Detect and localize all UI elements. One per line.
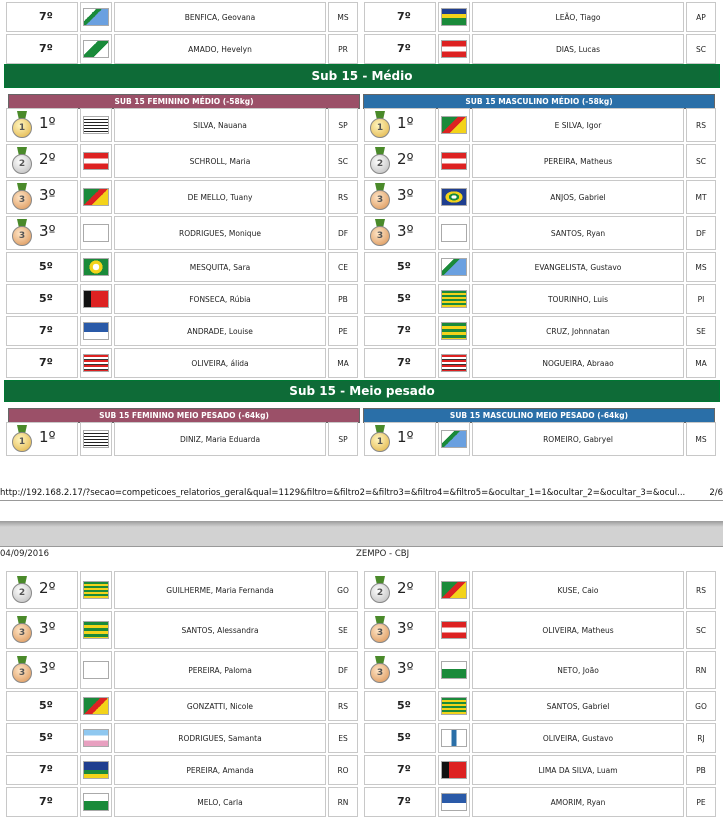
placement: 3º bbox=[39, 221, 56, 240]
athlete-name: GONZATTI, Nicole bbox=[114, 691, 326, 721]
athlete-name: LIMA DA SILVA, Luam bbox=[472, 755, 684, 785]
flag-cell bbox=[438, 571, 470, 609]
rs-flag-icon bbox=[83, 188, 109, 206]
placement-cell bbox=[6, 180, 78, 214]
placement: 2º bbox=[39, 578, 56, 597]
result-row bbox=[6, 108, 358, 142]
silver-medal-icon: 2 bbox=[369, 576, 391, 604]
placement-cell bbox=[364, 316, 436, 346]
state-code: MS bbox=[328, 2, 358, 32]
df-flag-icon bbox=[441, 224, 467, 242]
placement-cell bbox=[6, 284, 78, 314]
athlete-name: CRUZ, Johnnatan bbox=[472, 316, 684, 346]
athlete-name: OLIVEIRA, Matheus bbox=[472, 611, 684, 649]
athlete-name: EVANGELISTA, Gustavo bbox=[472, 252, 684, 282]
state-code: RO bbox=[328, 755, 358, 785]
state-code: SC bbox=[686, 144, 716, 178]
flag-cell bbox=[80, 755, 112, 785]
print-date: 04/09/2016 bbox=[0, 549, 49, 559]
result-row bbox=[364, 691, 716, 721]
result-row bbox=[364, 422, 716, 456]
top-rows-male bbox=[362, 0, 718, 66]
flag-cell bbox=[438, 651, 470, 689]
athlete-name: SANTOS, Ryan bbox=[472, 216, 684, 250]
placement-cell bbox=[6, 755, 78, 785]
flag-cell bbox=[80, 252, 112, 282]
go-flag-icon bbox=[83, 581, 109, 599]
page-break bbox=[0, 500, 723, 547]
result-row bbox=[6, 348, 358, 378]
result-row bbox=[364, 2, 716, 32]
result-row bbox=[6, 180, 358, 214]
bronze-medal-icon: 3 bbox=[369, 616, 391, 644]
placement-cell bbox=[364, 571, 436, 609]
placement: 3º bbox=[39, 618, 56, 637]
result-row bbox=[6, 252, 358, 282]
sc-flag-icon bbox=[441, 40, 467, 58]
ms-flag-icon bbox=[441, 430, 467, 448]
rs-flag-icon bbox=[83, 697, 109, 715]
ms-flag-icon bbox=[441, 258, 467, 276]
placement-cell bbox=[6, 691, 78, 721]
state-code: SE bbox=[328, 611, 358, 649]
placement: 3º bbox=[397, 185, 414, 204]
state-code: GO bbox=[686, 691, 716, 721]
ma-flag-icon bbox=[441, 354, 467, 372]
bronze-medal-icon: 3 bbox=[11, 219, 33, 247]
result-row bbox=[6, 723, 358, 753]
placement: 7º bbox=[39, 794, 53, 808]
athlete-name: NOGUEIRA, Abraao bbox=[472, 348, 684, 378]
result-row bbox=[6, 611, 358, 649]
placement: 5º bbox=[397, 698, 411, 712]
pi-flag-icon bbox=[441, 290, 467, 308]
placement: 7º bbox=[397, 323, 411, 337]
placement: 3º bbox=[39, 185, 56, 204]
flag-cell bbox=[80, 2, 112, 32]
ce-flag-icon bbox=[83, 258, 109, 276]
flag-cell bbox=[438, 755, 470, 785]
state-code: SC bbox=[686, 34, 716, 64]
flag-cell bbox=[438, 611, 470, 649]
athlete-name: SCHROLL, Maria bbox=[114, 144, 326, 178]
athlete-name: SANTOS, Alessandra bbox=[114, 611, 326, 649]
athlete-name: ANDRADE, Louise bbox=[114, 316, 326, 346]
flag-cell bbox=[80, 611, 112, 649]
mt-flag-icon bbox=[441, 188, 467, 206]
ro-flag-icon bbox=[83, 761, 109, 779]
flag-cell bbox=[438, 422, 470, 456]
results-female-meio-pesado bbox=[4, 420, 360, 458]
placement-cell bbox=[364, 284, 436, 314]
placement: 1º bbox=[397, 427, 414, 446]
state-code: DF bbox=[328, 216, 358, 250]
athlete-name: PEREIRA, Paloma bbox=[114, 651, 326, 689]
state-code: MS bbox=[686, 252, 716, 282]
flag-cell bbox=[438, 284, 470, 314]
result-row bbox=[364, 723, 716, 753]
rn-flag-icon bbox=[441, 661, 467, 679]
gold-medal-icon: 1 bbox=[369, 111, 391, 139]
flag-cell bbox=[80, 34, 112, 64]
athlete-name: DE MELLO, Tuany bbox=[114, 180, 326, 214]
state-code: PE bbox=[328, 316, 358, 346]
result-row bbox=[364, 284, 716, 314]
flag-cell bbox=[80, 422, 112, 456]
result-row bbox=[364, 755, 716, 785]
results-female-medio bbox=[4, 106, 360, 380]
placement: 7º bbox=[39, 41, 53, 55]
athlete-name: RODRIGUES, Samanta bbox=[114, 723, 326, 753]
placement-cell bbox=[6, 108, 78, 142]
placement-cell bbox=[6, 651, 78, 689]
state-code: PB bbox=[328, 284, 358, 314]
result-row bbox=[6, 422, 358, 456]
flag-cell bbox=[438, 34, 470, 64]
state-code: RS bbox=[328, 180, 358, 214]
placement-cell bbox=[364, 252, 436, 282]
state-code: RS bbox=[328, 691, 358, 721]
result-row bbox=[6, 691, 358, 721]
placement-cell bbox=[364, 755, 436, 785]
state-code: PR bbox=[328, 34, 358, 64]
flag-cell bbox=[438, 316, 470, 346]
athlete-name: BENFICA, Geovana bbox=[114, 2, 326, 32]
placement-cell bbox=[364, 180, 436, 214]
athlete-name: AMADO, Hevelyn bbox=[114, 34, 326, 64]
placement-cell bbox=[364, 611, 436, 649]
ap-flag-icon bbox=[441, 8, 467, 26]
placement: 3º bbox=[397, 618, 414, 637]
rj-flag-icon bbox=[441, 729, 467, 747]
placement: 5º bbox=[39, 291, 53, 305]
placement-cell bbox=[6, 611, 78, 649]
athlete-name: MESQUITA, Sara bbox=[114, 252, 326, 282]
placement: 7º bbox=[397, 41, 411, 55]
state-code: RN bbox=[686, 651, 716, 689]
athlete-name: PEREIRA, Amanda bbox=[114, 755, 326, 785]
report-page-2 bbox=[0, 547, 723, 808]
results-male-meio-pesado bbox=[362, 420, 718, 458]
athlete-name: E SILVA, Igor bbox=[472, 108, 684, 142]
placement: 1º bbox=[39, 113, 56, 132]
athlete-name: KUSE, Caio bbox=[472, 571, 684, 609]
athlete-name: FONSECA, Rúbia bbox=[114, 284, 326, 314]
placement-cell bbox=[6, 2, 78, 32]
result-row bbox=[364, 252, 716, 282]
placement-cell bbox=[6, 316, 78, 346]
state-code: SC bbox=[328, 144, 358, 178]
result-row bbox=[364, 316, 716, 346]
placement: 5º bbox=[397, 259, 411, 273]
state-code: PB bbox=[686, 755, 716, 785]
placement: 7º bbox=[39, 355, 53, 369]
flag-cell bbox=[80, 144, 112, 178]
placement-cell bbox=[364, 108, 436, 142]
placement: 1º bbox=[397, 113, 414, 132]
placement: 7º bbox=[39, 323, 53, 337]
results-female-continued bbox=[4, 569, 360, 819]
placement: 2º bbox=[39, 149, 56, 168]
placement-cell bbox=[364, 723, 436, 753]
category-header-female-medio: SUB 15 FEMININO MÉDIO (-58kg) bbox=[8, 94, 360, 109]
rs-flag-icon bbox=[441, 116, 467, 134]
placement-cell bbox=[364, 348, 436, 378]
print-header-title: ZEMPO - CBJ bbox=[356, 549, 410, 559]
sp-flag-icon bbox=[83, 430, 109, 448]
flag-cell bbox=[80, 691, 112, 721]
athlete-name: DINIZ, Maria Eduarda bbox=[114, 422, 326, 456]
athlete-name: DIAS, Lucas bbox=[472, 34, 684, 64]
flag-cell bbox=[438, 2, 470, 32]
placement-cell bbox=[364, 144, 436, 178]
flag-cell bbox=[438, 216, 470, 250]
placement-cell bbox=[6, 144, 78, 178]
placement: 3º bbox=[39, 658, 56, 677]
se-flag-icon bbox=[83, 621, 109, 639]
placement-cell bbox=[6, 348, 78, 378]
result-row bbox=[364, 787, 716, 817]
result-row bbox=[364, 216, 716, 250]
state-code: RS bbox=[686, 571, 716, 609]
athlete-name: SANTOS, Gabriel bbox=[472, 691, 684, 721]
placement-cell bbox=[364, 422, 436, 456]
athlete-name: SILVA, Nauana bbox=[114, 108, 326, 142]
placement-cell bbox=[364, 787, 436, 817]
ms-flag-icon bbox=[83, 8, 109, 26]
pr-flag-icon bbox=[83, 40, 109, 58]
bronze-medal-icon: 3 bbox=[11, 616, 33, 644]
athlete-name: TOURINHO, Luis bbox=[472, 284, 684, 314]
state-code: SP bbox=[328, 108, 358, 142]
page-number: 2/6 bbox=[709, 488, 723, 498]
flag-cell bbox=[438, 144, 470, 178]
flag-cell bbox=[80, 284, 112, 314]
athlete-name: MELO, Carla bbox=[114, 787, 326, 817]
pb-flag-icon bbox=[441, 761, 467, 779]
athlete-name: GUILHERME, Maria Fernanda bbox=[114, 571, 326, 609]
state-code: CE bbox=[328, 252, 358, 282]
result-row bbox=[6, 284, 358, 314]
state-code: RN bbox=[328, 787, 358, 817]
placement: 7º bbox=[397, 762, 411, 776]
result-row bbox=[364, 180, 716, 214]
state-code: GO bbox=[328, 571, 358, 609]
state-code: DF bbox=[686, 216, 716, 250]
placement: 5º bbox=[397, 291, 411, 305]
athlete-name: ROMEIRO, Gabryel bbox=[472, 422, 684, 456]
flag-cell bbox=[80, 216, 112, 250]
flag-cell bbox=[438, 787, 470, 817]
sc-flag-icon bbox=[441, 621, 467, 639]
category-header-female-meio-pesado: SUB 15 FEMININO MEIO PESADO (-64kg) bbox=[8, 408, 360, 423]
placement-cell bbox=[6, 571, 78, 609]
flag-cell bbox=[80, 723, 112, 753]
flag-cell bbox=[80, 787, 112, 817]
result-row bbox=[364, 34, 716, 64]
print-url: http://192.168.2.17/?secao=competicoes_relatorios_geral&qual=1129&filtro=&filtro2=&filtro3=&filtro4=&filtro5=&ocultar_1=1&ocultar_2=&ocultar_3=&ocul... bbox=[0, 488, 686, 498]
df-flag-icon bbox=[83, 224, 109, 242]
silver-medal-icon: 2 bbox=[369, 147, 391, 175]
result-row bbox=[364, 571, 716, 609]
result-row bbox=[364, 611, 716, 649]
result-row bbox=[6, 651, 358, 689]
placement-cell bbox=[364, 651, 436, 689]
placement: 2º bbox=[397, 149, 414, 168]
athlete-name: OLIVEIRA, Gustavo bbox=[472, 723, 684, 753]
se-flag-icon bbox=[441, 322, 467, 340]
result-row bbox=[6, 34, 358, 64]
athlete-name: ANJOS, Gabriel bbox=[472, 180, 684, 214]
placement-cell bbox=[364, 2, 436, 32]
state-code: MA bbox=[686, 348, 716, 378]
bronze-medal-icon: 3 bbox=[369, 183, 391, 211]
placement: 7º bbox=[397, 794, 411, 808]
flag-cell bbox=[438, 108, 470, 142]
athlete-name: AMORIM, Ryan bbox=[472, 787, 684, 817]
athlete-name: NETO, João bbox=[472, 651, 684, 689]
category-header-male-meio-pesado: SUB 15 MASCULINO MEIO PESADO (-64kg) bbox=[363, 408, 715, 423]
placement: 3º bbox=[397, 658, 414, 677]
flag-cell bbox=[438, 180, 470, 214]
result-row bbox=[6, 755, 358, 785]
placement-cell bbox=[6, 216, 78, 250]
state-code: AP bbox=[686, 2, 716, 32]
placement: 7º bbox=[39, 762, 53, 776]
flag-cell bbox=[438, 252, 470, 282]
state-code: RS bbox=[686, 108, 716, 142]
result-row bbox=[6, 787, 358, 817]
result-row bbox=[364, 651, 716, 689]
placement: 5º bbox=[39, 698, 53, 712]
placement: 5º bbox=[39, 730, 53, 744]
placement-cell bbox=[364, 691, 436, 721]
go-flag-icon bbox=[441, 697, 467, 715]
df-flag-icon bbox=[83, 661, 109, 679]
placement-cell bbox=[364, 34, 436, 64]
state-code: SE bbox=[686, 316, 716, 346]
silver-medal-icon: 2 bbox=[11, 147, 33, 175]
flag-cell bbox=[80, 571, 112, 609]
sc-flag-icon bbox=[83, 152, 109, 170]
silver-medal-icon: 2 bbox=[11, 576, 33, 604]
ma-flag-icon bbox=[83, 354, 109, 372]
pb-flag-icon bbox=[83, 290, 109, 308]
flag-cell bbox=[80, 348, 112, 378]
placement-cell bbox=[6, 422, 78, 456]
result-row bbox=[6, 571, 358, 609]
flag-cell bbox=[438, 723, 470, 753]
result-row bbox=[6, 216, 358, 250]
bronze-medal-icon: 3 bbox=[369, 219, 391, 247]
placement: 2º bbox=[397, 578, 414, 597]
rs-flag-icon bbox=[441, 581, 467, 599]
state-code: MT bbox=[686, 180, 716, 214]
state-code: MS bbox=[686, 422, 716, 456]
es-flag-icon bbox=[83, 729, 109, 747]
section-title-meio-pesado: Sub 15 - Meio pesado bbox=[4, 380, 720, 402]
result-row bbox=[6, 316, 358, 346]
athlete-name: RODRIGUES, Monique bbox=[114, 216, 326, 250]
result-row bbox=[364, 108, 716, 142]
top-rows-female bbox=[4, 0, 360, 66]
placement-cell bbox=[6, 252, 78, 282]
flag-cell bbox=[80, 316, 112, 346]
gold-medal-icon: 1 bbox=[11, 111, 33, 139]
placement-cell bbox=[364, 216, 436, 250]
placement: 7º bbox=[397, 9, 411, 23]
bronze-medal-icon: 3 bbox=[11, 183, 33, 211]
flag-cell bbox=[80, 651, 112, 689]
placement: 1º bbox=[39, 427, 56, 446]
flag-cell bbox=[438, 691, 470, 721]
athlete-name: LEÃO, Tiago bbox=[472, 2, 684, 32]
result-row bbox=[6, 2, 358, 32]
athlete-name: OLIVEIRA, álida bbox=[114, 348, 326, 378]
bronze-medal-icon: 3 bbox=[369, 656, 391, 684]
placement-cell bbox=[6, 787, 78, 817]
placement: 7º bbox=[39, 9, 53, 23]
state-code: PI bbox=[686, 284, 716, 314]
placement: 5º bbox=[39, 259, 53, 273]
state-code: ES bbox=[328, 723, 358, 753]
pe-flag-icon bbox=[83, 322, 109, 340]
result-row bbox=[6, 144, 358, 178]
state-code: DF bbox=[328, 651, 358, 689]
bronze-medal-icon: 3 bbox=[11, 656, 33, 684]
sc-flag-icon bbox=[441, 152, 467, 170]
result-row bbox=[364, 144, 716, 178]
placement: 3º bbox=[397, 221, 414, 240]
print-footer bbox=[0, 488, 723, 498]
flag-cell bbox=[438, 348, 470, 378]
results-male-continued bbox=[362, 569, 718, 819]
flag-cell bbox=[80, 108, 112, 142]
placement-cell bbox=[6, 34, 78, 64]
gold-medal-icon: 1 bbox=[369, 425, 391, 453]
section-title-medio: Sub 15 - Médio bbox=[4, 64, 720, 88]
state-code: PE bbox=[686, 787, 716, 817]
results-male-medio bbox=[362, 106, 718, 380]
placement: 5º bbox=[397, 730, 411, 744]
state-code: SP bbox=[328, 422, 358, 456]
state-code: MA bbox=[328, 348, 358, 378]
result-row bbox=[364, 348, 716, 378]
state-code: RJ bbox=[686, 723, 716, 753]
sp-flag-icon bbox=[83, 116, 109, 134]
gold-medal-icon: 1 bbox=[11, 425, 33, 453]
placement: 7º bbox=[397, 355, 411, 369]
category-header-male-medio: SUB 15 MASCULINO MÉDIO (-58kg) bbox=[363, 94, 715, 109]
flag-cell bbox=[80, 180, 112, 214]
state-code: SC bbox=[686, 611, 716, 649]
placement-cell bbox=[6, 723, 78, 753]
athlete-name: PEREIRA, Matheus bbox=[472, 144, 684, 178]
